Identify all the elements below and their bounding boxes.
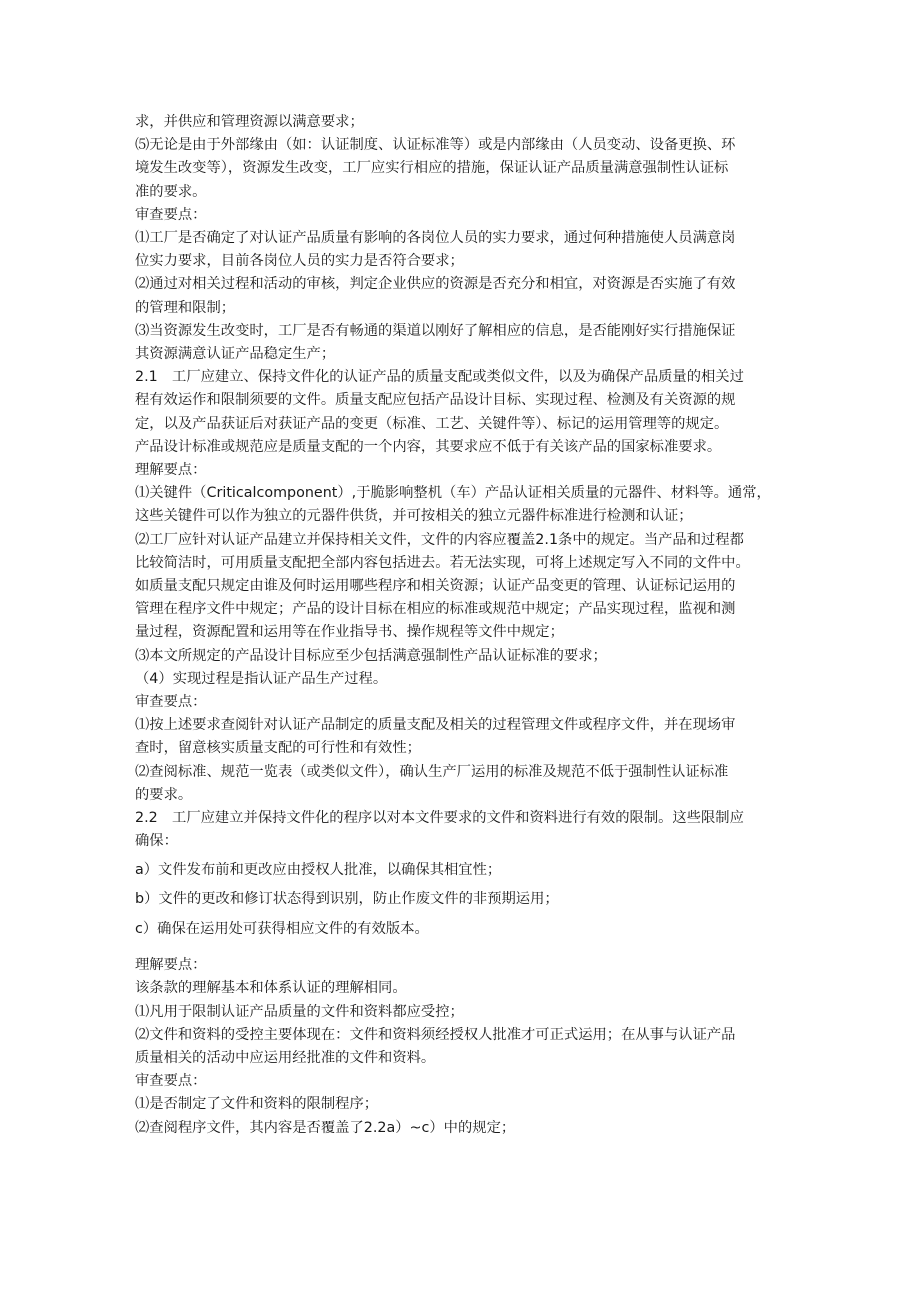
list-item-c: c）确保在运用处可获得相应文件的有效版本。 (135, 920, 429, 937)
text-line: 境发生改变等），资源发生改变，工厂应实行相应的措施，保证认证产品质量满意强制性认证标 (135, 160, 729, 177)
text-line: ⑴按上述要求查阅针对认证产品制定的质量支配及相关的过程管理文件或程序文件，并在现场审 (135, 717, 736, 734)
text-line: 的要求。 (135, 786, 193, 803)
text-line: ⑵文件和资料的受控主要体现在：文件和资料须经授权人批准才可正式运用；在从事与认证产品 (135, 1026, 736, 1043)
text-line: 准的要求。 (135, 183, 207, 200)
text-line: ⑴是否制定了文件和资料的限制程序； (135, 1096, 379, 1113)
text-line: ⑶当资源发生改变时，工厂是否有畅通的渠道以刚好了解相应的信息，是否能刚好实行措施保证 (135, 322, 736, 339)
text-line: 量过程，资源配置和运用等在作业指导书、操作规程等文件中规定； (135, 624, 564, 641)
clause-2-2: 2.2 工厂应建立并保持文件化的程序以对本文件要求的文件和资料进行有效的限制。这些限制应 (135, 810, 744, 827)
text-line: 比较简洁时，可用质量支配把全部内容包括进去。若无法实现，可将上述规定写入不同的文件中。 (135, 554, 750, 571)
text-line: 产品设计标准或规范应是质量支配的一个内容，其要求应不低于有关该产品的国家标准要求。 (135, 438, 722, 455)
text-line: ⑸无论是由于外部缘由（如：认证制度、认证标准等）或是内部缘由（人员变动、设备更换、环 (135, 137, 736, 154)
text-line: 质量相关的活动中应运用经批准的文件和资料。 (135, 1049, 436, 1066)
text-line: ⑶本文所规定的产品设计目标应至少包括满意强制性产品认证标准的要求； (135, 647, 607, 664)
section-heading: 审查要点： (135, 1073, 207, 1090)
text-line: 求，并供应和管理资源以满意要求； (135, 114, 364, 130)
text-line: 定，以及产品获证后对获证产品的变更（标准、工艺、关键件等）、标记的运用管理等的规定。 (135, 415, 729, 432)
text-line: ⑵查阅标准、规范一览表（或类似文件），确认生产厂运用的标准及规范不低于强制性认证标准 (135, 763, 729, 780)
text-line: 这些关键件可以作为独立的元器件供货，并可按相关的独立元器件标准进行检测和认证； (135, 508, 693, 525)
text-line: 该条款的理解基本和体系认证的理解相同。 (135, 980, 407, 997)
clause-2-1: 2.1 工厂应建立、保持文件化的认证产品的质量支配或类似文件，以及为确保产品质量的相关过 (135, 369, 744, 386)
text-line: 位实力要求，目前各岗位人员的实力是否符合要求； (135, 253, 464, 270)
text-line: 确保： (135, 833, 178, 850)
text-line: ⑴工厂是否确定了对认证产品质量有影响的各岗位人员的实力要求，通过何种措施使人员满意岗 (135, 230, 736, 247)
text-line: 其资源满意认证产品稳定生产； (135, 346, 336, 363)
text-line: 程有效运作和限制须要的文件。质量支配应包括产品设计目标、实现过程、检测及有关资源的规 (135, 392, 736, 409)
text-line: 如质量支配只规定由谁及何时运用哪些程序和相关资源；认证产品变更的管理、认证标记运用的 (135, 578, 736, 595)
list-item-a: a）文件发布前和更改应由授权人批准，以确保其相宜性； (135, 861, 502, 878)
section-heading: 审查要点： (135, 694, 207, 711)
text-line: 管理在程序文件中规定；产品的设计目标在相应的标准或规范中规定；产品实现过程，监视和测 (135, 601, 736, 618)
text-line: 的管理和限制； (135, 299, 236, 316)
text-line: ⑴关键件（Criticalcomponent）,于脆影响整机（车）产品认证相关质量的元器件、材料等。通常， (135, 485, 771, 502)
list-item-b: b）文件的更改和修订状态得到识别，防止作废文件的非预期运用； (135, 890, 559, 907)
section-heading: 审查要点： (135, 206, 207, 223)
text-line: 查时，留意核实质量支配的可行性和有效性； (135, 740, 421, 757)
text-line: ⑵工厂应针对认证产品建立并保持相关文件，文件的内容应覆盖2.1条中的规定。当产品和过程都 (135, 531, 744, 548)
text-line: ⑵查阅程序文件，其内容是否覆盖了2.2a）~c）中的规定； (135, 1119, 516, 1136)
text-line: ⑴凡用于限制认证产品质量的文件和资料都应受控； (135, 1003, 464, 1020)
text-line: ⑵通过对相关过程和活动的审核，判定企业供应的资源是否充分和相宜，对资源是否实施了有效 (135, 276, 736, 293)
text-line: （4）实现过程是指认证产品生产过程。 (135, 670, 388, 687)
document-page (135, 111, 787, 1140)
section-heading: 理解要点： (135, 462, 207, 479)
section-heading: 理解要点： (135, 957, 207, 974)
